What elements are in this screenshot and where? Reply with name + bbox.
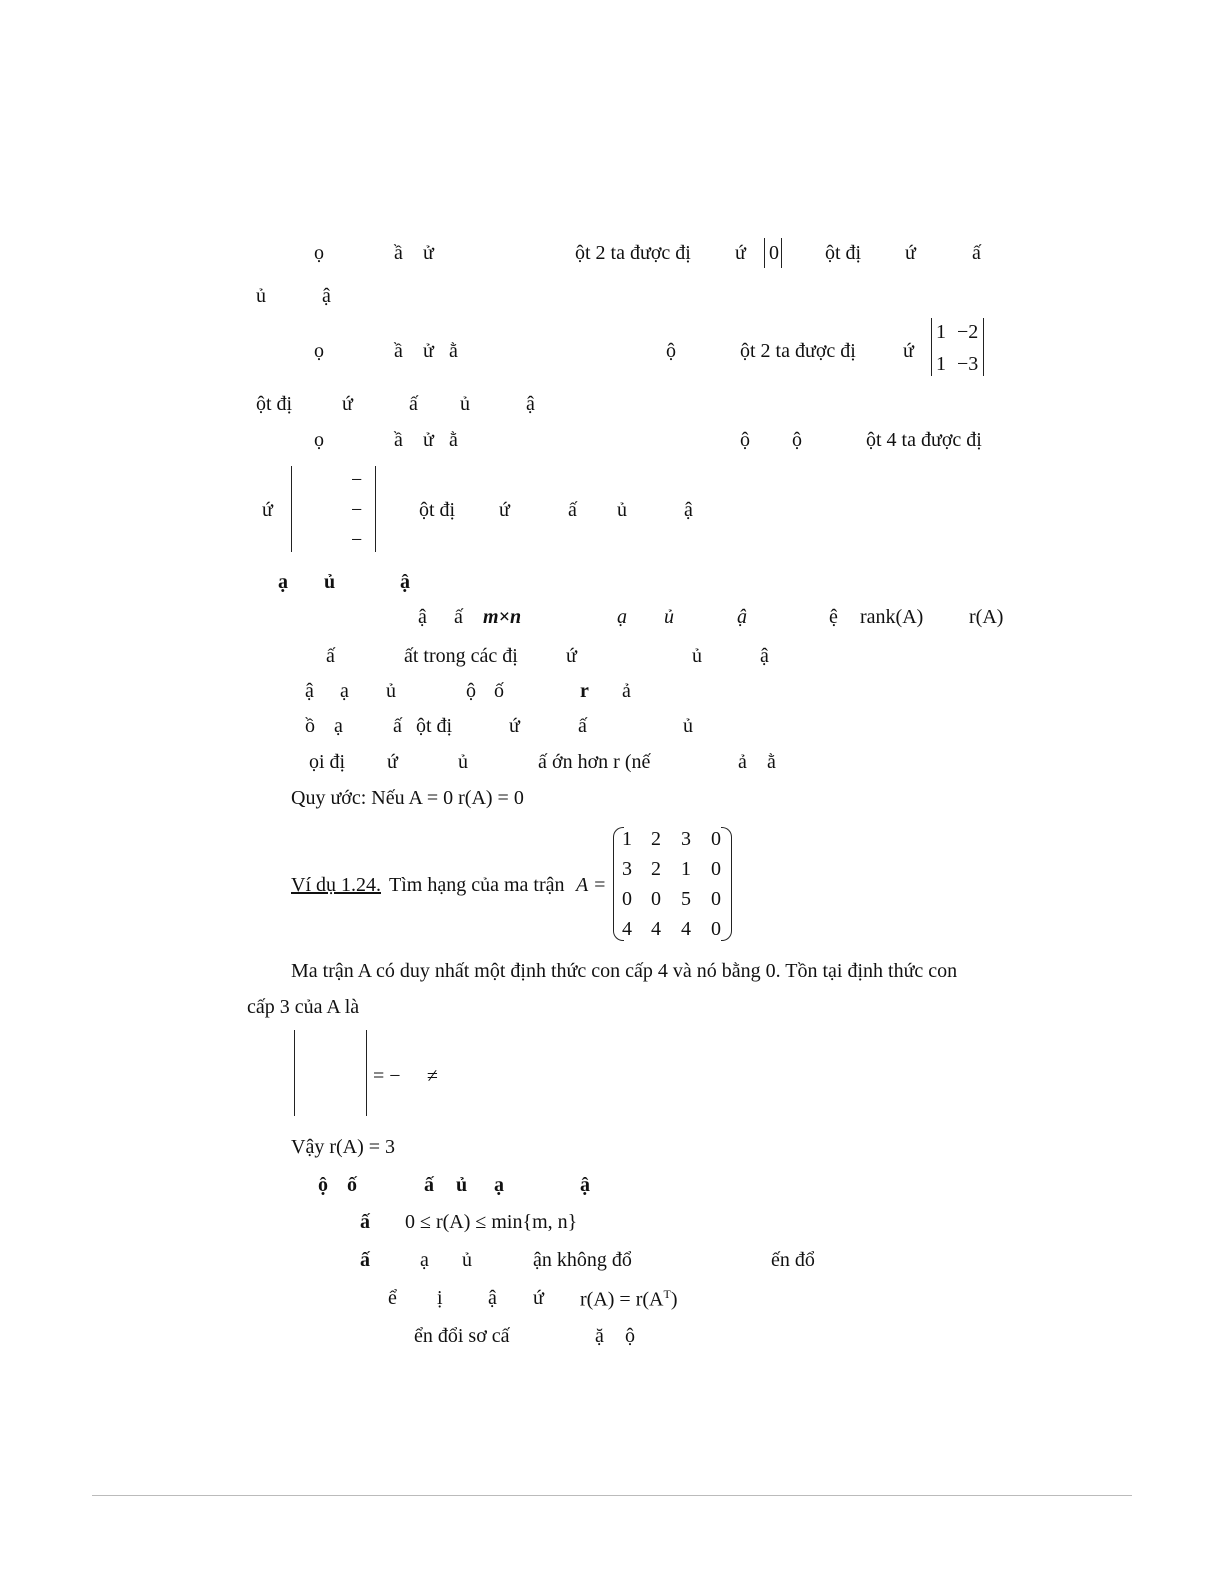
text-fragment: ạ bbox=[617, 606, 627, 628]
text-fragment: ất trong các đị bbox=[404, 645, 518, 667]
footer-rule bbox=[92, 1495, 1132, 1496]
determinant-bar bbox=[294, 1030, 295, 1116]
matrix-cell: 0 bbox=[711, 918, 721, 940]
math-inequality: 0 ≤ r(A) ≤ min{m, n} bbox=[405, 1211, 578, 1233]
determinant-cell: 1 bbox=[936, 353, 946, 375]
text-fragment: ấ bbox=[393, 715, 402, 737]
text-fragment: ứ bbox=[566, 645, 577, 667]
determinant-bar bbox=[375, 466, 376, 552]
text-fragment: ố bbox=[494, 680, 504, 702]
matrix-cell: 4 bbox=[651, 918, 661, 940]
matrix-cell: 4 bbox=[681, 918, 691, 940]
matrix-cell: 0 bbox=[711, 888, 721, 910]
text-fragment: ủ bbox=[617, 499, 627, 521]
text-fragment: ấ bbox=[568, 499, 577, 521]
math-rank: rank(A) bbox=[860, 606, 924, 628]
heading-fragment: ấ bbox=[424, 1174, 434, 1196]
text-fragment: ọ bbox=[314, 340, 324, 362]
determinant-cell: − bbox=[351, 499, 363, 521]
matrix-cell: 3 bbox=[622, 858, 632, 880]
text-fragment: ấ bbox=[972, 242, 981, 264]
text-fragment: ấ bbox=[454, 606, 463, 628]
determinant-cell: 1 bbox=[936, 321, 946, 343]
matrix-cell: 2 bbox=[651, 858, 661, 880]
heading-fragment: ậ bbox=[580, 1174, 590, 1196]
text-fragment: ột đị bbox=[825, 242, 862, 264]
text-fragment: ủ bbox=[664, 606, 674, 628]
text-fragment: ả bbox=[622, 680, 631, 702]
text-fragment: ọ bbox=[314, 429, 324, 451]
heading-fragment: ủ bbox=[324, 571, 336, 593]
convention-text: Quy ước: Nếu A = 0 r(A) = 0 bbox=[291, 787, 524, 809]
math-transpose: $r(A) = r(A^T)$ bbox=[580, 1287, 678, 1311]
text-fragment: ậ bbox=[488, 1287, 497, 1309]
text-fragment: ằ bbox=[767, 751, 776, 773]
text-fragment: ột đị bbox=[416, 715, 453, 737]
matrix-cell: 3 bbox=[681, 828, 691, 850]
text-fragment: ột 4 ta được đị bbox=[866, 429, 982, 451]
text-fragment: ộ bbox=[625, 1325, 635, 1347]
matrix-cell: 0 bbox=[622, 888, 632, 910]
determinant-bar bbox=[983, 318, 984, 376]
heading-fragment: ậ bbox=[400, 571, 410, 593]
text-fragment: ậ bbox=[737, 606, 747, 628]
math-rank: r(A) bbox=[969, 606, 1004, 628]
text-fragment: ủ bbox=[256, 285, 266, 307]
determinant-cell: − bbox=[351, 529, 363, 551]
text-fragment: ấ bbox=[326, 645, 335, 667]
text-fragment: ận không đổ bbox=[533, 1249, 632, 1271]
text-fragment: ấ bbox=[360, 1249, 370, 1271]
text-fragment: ộ bbox=[792, 429, 802, 451]
text-fragment: ồ bbox=[305, 715, 315, 737]
determinant-bar bbox=[764, 238, 765, 268]
conclusion-text: Vậy r(A) = 3 bbox=[291, 1136, 396, 1158]
determinant-bar bbox=[931, 318, 932, 376]
matrix-cell: 4 bbox=[622, 918, 632, 940]
text-fragment: ệ bbox=[829, 606, 838, 628]
text-fragment: ấ bbox=[360, 1211, 370, 1233]
text-fragment: ấ bbox=[538, 751, 547, 773]
text-fragment: ậ bbox=[322, 285, 331, 307]
text-fragment: ột 2 ta được đị bbox=[740, 340, 856, 362]
text-fragment: ứ bbox=[903, 340, 914, 362]
text-fragment: ủ bbox=[458, 751, 468, 773]
determinant-value: 0 bbox=[769, 242, 779, 264]
text-fragment: ột đị bbox=[256, 393, 293, 415]
text-fragment: ấ bbox=[578, 715, 587, 737]
math-dimension: m×n bbox=[483, 606, 522, 628]
text-fragment: ử bbox=[423, 429, 434, 451]
text-fragment: ột đị bbox=[419, 499, 456, 521]
matrix-cell: 1 bbox=[681, 858, 691, 880]
text-fragment: ậ bbox=[760, 645, 769, 667]
heading-fragment: ạ bbox=[278, 571, 288, 593]
text-fragment: ớn hơn r (nế bbox=[552, 751, 651, 773]
determinant-cell: − bbox=[351, 469, 363, 491]
text-fragment: ộ bbox=[740, 429, 750, 451]
text-fragment: ủ bbox=[386, 680, 396, 702]
determinant-cell: −2 bbox=[957, 321, 979, 343]
text-fragment: ạ bbox=[334, 715, 343, 737]
text-fragment: ọ bbox=[314, 242, 324, 264]
text-fragment: ể bbox=[388, 1287, 397, 1309]
paragraph-line: cấp 3 của A là bbox=[247, 996, 360, 1018]
text-fragment: ột 2 ta được đị bbox=[575, 242, 691, 264]
text-fragment: ủ bbox=[692, 645, 702, 667]
text-fragment: ủ bbox=[462, 1249, 472, 1271]
determinant-bar bbox=[781, 238, 782, 268]
matrix-cell: 0 bbox=[711, 828, 721, 850]
text-fragment: ấ bbox=[409, 393, 418, 415]
heading-fragment: ủ bbox=[456, 1174, 468, 1196]
not-equal-sign: ≠ bbox=[427, 1065, 438, 1087]
text-fragment: ả bbox=[738, 751, 747, 773]
text-fragment: ứ bbox=[905, 242, 916, 264]
text-fragment: ến đổ bbox=[771, 1249, 815, 1271]
text-fragment: ứ bbox=[342, 393, 353, 415]
text-fragment: ển đổi sơ cấ bbox=[414, 1325, 510, 1347]
text-fragment: ầ bbox=[394, 429, 403, 451]
example-label: Ví dụ 1.24. bbox=[291, 874, 381, 896]
text-fragment: ậ bbox=[418, 606, 427, 628]
text-fragment: ạ bbox=[420, 1249, 429, 1271]
example-text: Tìm hạng của ma trận bbox=[389, 874, 565, 896]
text-fragment: ủ bbox=[460, 393, 470, 415]
text-fragment: ậ bbox=[305, 680, 314, 702]
text-fragment: ằ bbox=[449, 340, 458, 362]
matrix-cell: 2 bbox=[651, 828, 661, 850]
text-fragment: ứ bbox=[499, 499, 510, 521]
matrix-paren-right bbox=[721, 827, 732, 941]
text-fragment: ử bbox=[423, 242, 434, 264]
paragraph-line: Ma trận A có duy nhất một định thức con cấp 4 và nó bằng 0. Tồn tại định thức con bbox=[291, 960, 958, 982]
text-fragment: ặ bbox=[595, 1325, 604, 1347]
matrix-name: A = bbox=[576, 874, 607, 896]
text-fragment: ứ bbox=[533, 1287, 544, 1309]
text-fragment: ằ bbox=[449, 429, 458, 451]
matrix-cell: 5 bbox=[681, 888, 691, 910]
text-fragment: ử bbox=[423, 340, 434, 362]
matrix-cell: 1 bbox=[622, 828, 632, 850]
heading-fragment: ộ bbox=[318, 1174, 328, 1196]
matrix-cell: 0 bbox=[651, 888, 661, 910]
text-fragment: r bbox=[580, 680, 589, 702]
text-fragment: ậ bbox=[526, 393, 535, 415]
text-fragment: ứ bbox=[262, 499, 273, 521]
text-fragment: ứ bbox=[509, 715, 520, 737]
determinant-result: = − bbox=[373, 1065, 401, 1087]
matrix-cell: 0 bbox=[711, 858, 721, 880]
text-fragment: ầ bbox=[394, 340, 403, 362]
text-fragment: ộ bbox=[466, 680, 476, 702]
text-fragment: ị bbox=[437, 1287, 443, 1309]
text-fragment: ứ bbox=[735, 242, 746, 264]
text-fragment: ọi đị bbox=[309, 751, 346, 773]
text-fragment: ứ bbox=[387, 751, 398, 773]
text-fragment: ạ bbox=[340, 680, 349, 702]
heading-fragment: ố bbox=[347, 1174, 357, 1196]
text-fragment: ủ bbox=[683, 715, 693, 737]
determinant-bar bbox=[366, 1030, 367, 1116]
determinant-cell: −3 bbox=[957, 353, 979, 375]
heading-fragment: ạ bbox=[494, 1174, 504, 1196]
text-fragment: ậ bbox=[684, 499, 693, 521]
determinant-bar bbox=[291, 466, 292, 552]
text-fragment: ộ bbox=[666, 340, 676, 362]
text-fragment: ầ bbox=[394, 242, 403, 264]
